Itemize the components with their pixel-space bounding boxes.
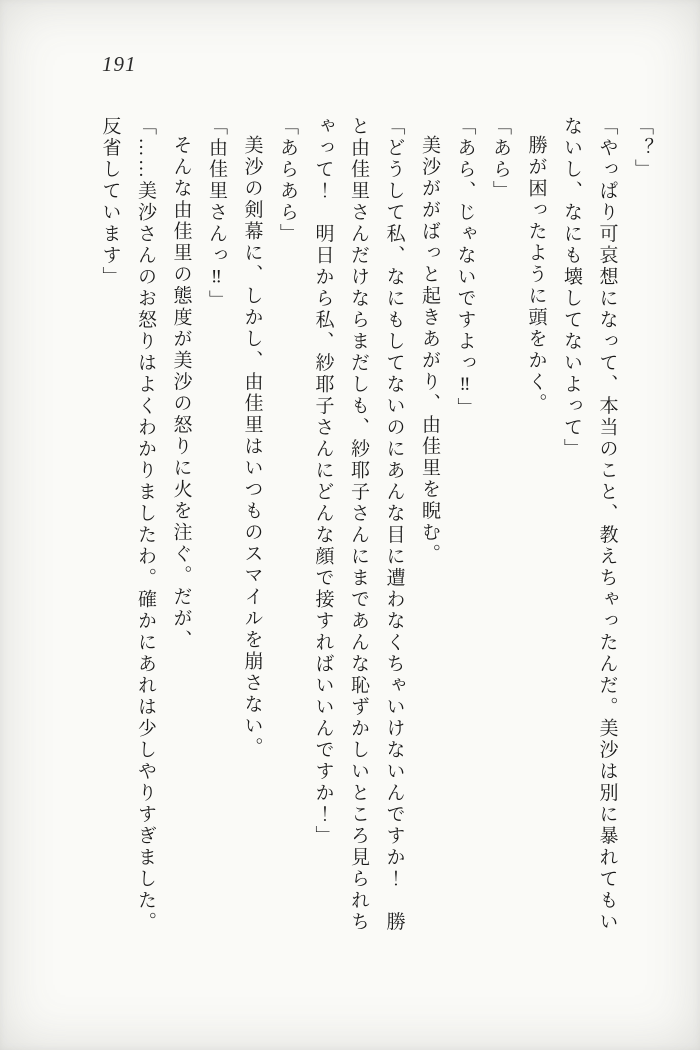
text-line-dialogue: 「やっぱり可哀想になって、本当のこと、教えちゃったんだ。美沙は別に暴れてもい [596,116,618,933]
text-line-narration: 勝が困ったように頭をかく。 [525,135,547,415]
text-line-dialogue: 「由佳里さんっ‼」 [206,116,227,312]
text-line-continuation: 反省しています」 [99,116,121,288]
text-line-dialogue: 「？」 [632,116,653,181]
text-line-continuation: ゃって！ 明日から私、紗耶子さんにどんな顔で接すればいいんですか！」 [312,116,334,847]
text-line-dialogue: 「……美沙さんのお怒りはよくわかりましたわ。確かにあれは少しやりすぎました。 [135,116,156,933]
page-number: 191 [102,52,137,76]
text-line-narration: そんな由佳里の態度が美沙の怒りに火を注ぐ。だが、 [170,135,192,651]
text-line-continuation: と由佳里さんだけならまだしも、紗耶子さんにまであんな恥ずかしいところ見られち [348,116,369,933]
text-line-dialogue: 「どうして私、なにもしてないのにあんな目に遭わなくちゃいけないんですか！ 勝 [383,116,405,933]
text-line-continuation: ないし、なにも壊してないよって」 [561,116,582,460]
text-line-dialogue: 「あら」 [490,116,511,202]
vertical-text-block [92,116,660,966]
text-line-narration: 美沙の剣幕に、しかし、由佳里はいつものスマイルを崩さない。 [241,135,263,759]
text-line-narration: 美沙ががばっと起きあがり、由佳里を睨む。 [419,135,440,565]
text-line-dialogue: 「あら、じゃないですよっ‼」 [454,116,476,419]
text-line-dialogue: 「あらあら」 [277,116,298,245]
